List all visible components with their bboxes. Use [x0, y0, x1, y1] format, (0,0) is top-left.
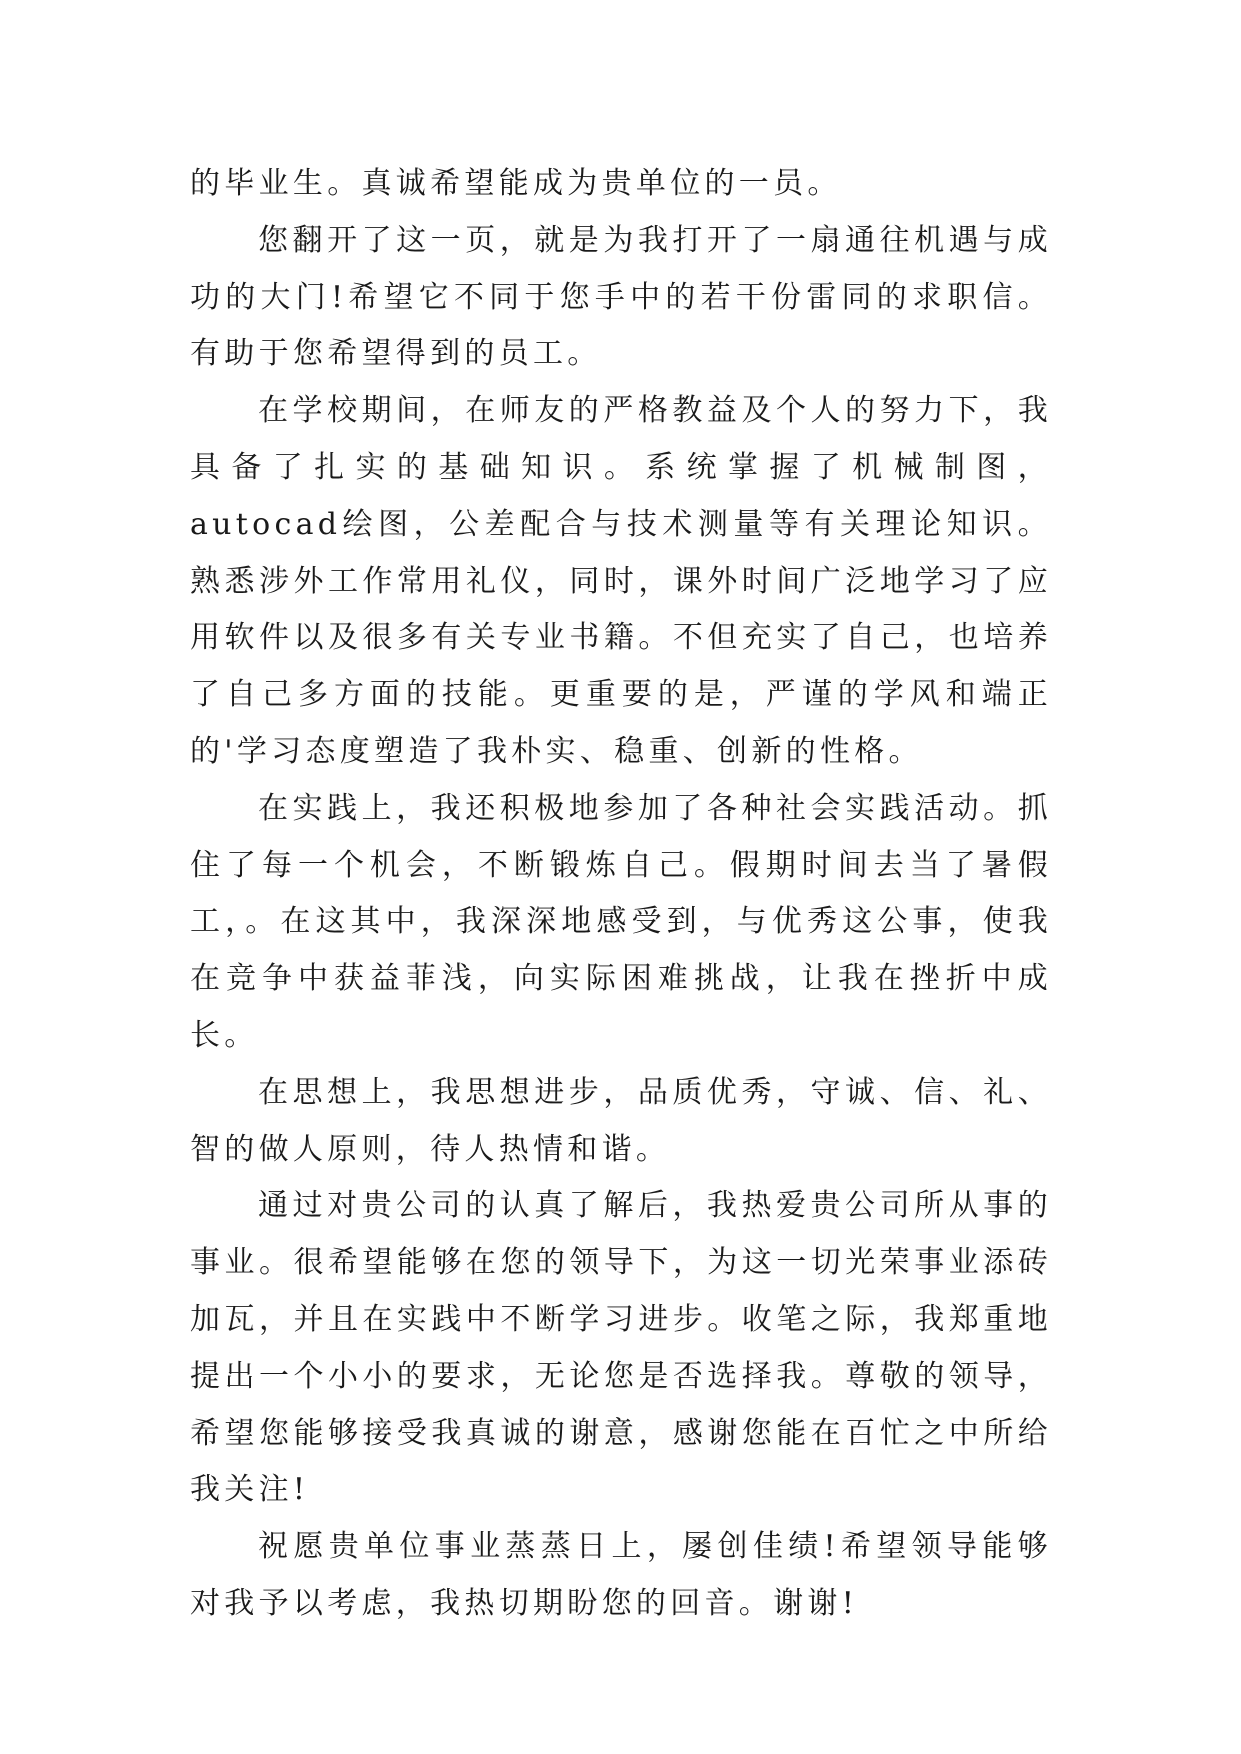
paragraph-request: 通过对贵公司的认真了解后，我热爱贵公司所从事的事业。很希望能够在您的领导下，为这一切光荣事业添砖加瓦，并且在实践中不断学习进步。收笔之际，我郑重地提出一个小小的要求，无论您是否选择我。尊敬的领导，希望您能够接受我真诚的谢意，感谢您能在百忙之中所给我关注! — [190, 1188, 1052, 1508]
paragraph-education: 在学校期间，在师友的严格教益及个人的努力下，我具备了扎实的基础知识。系统掌握了机械制图，autocad绘图，公差配合与技术测量等有关理论知识。熟悉涉外工作常用礼仪，同时，课外时间广泛地学习了应用软件以及很多有关专业书籍。不但充实了自己，也培养了自己多方面的技能。更重要的是，严谨的学风和端正的'学习态度塑造了我朴实、稳重、创新的性格。 — [190, 393, 1052, 769]
paragraph-continuation: 的毕业生。真诚希望能成为贵单位的一员。 — [190, 166, 842, 201]
paragraph-closing: 祝愿贵单位事业蒸蒸日上，屡创佳绩!希望领导能够对我予以考虑，我热切期盼您的回音。谢谢! — [190, 1529, 1052, 1621]
paragraph-ideology: 在思想上，我思想进步，品质优秀，守诚、信、礼、智的做人原则，待人热情和谐。 — [190, 1074, 1052, 1167]
paragraph-practice: 在实践上，我还积极地参加了各种社会实践活动。抓住了每一个机会，不断锻炼自己。假期时间去当了暑假工，。在这其中，我深深地感受到，与优秀这公事，使我在竞争中获益菲浅，向实际困难挑战，让我在挫折中成长。 — [190, 790, 1052, 1053]
paragraph-opening: 您翻开了这一页，就是为我打开了一扇通往机遇与成功的大门!希望它不同于您手中的若干份雷同的求职信。有助于您希望得到的员工。 — [190, 222, 1052, 372]
letter-body — [190, 156, 1052, 1633]
